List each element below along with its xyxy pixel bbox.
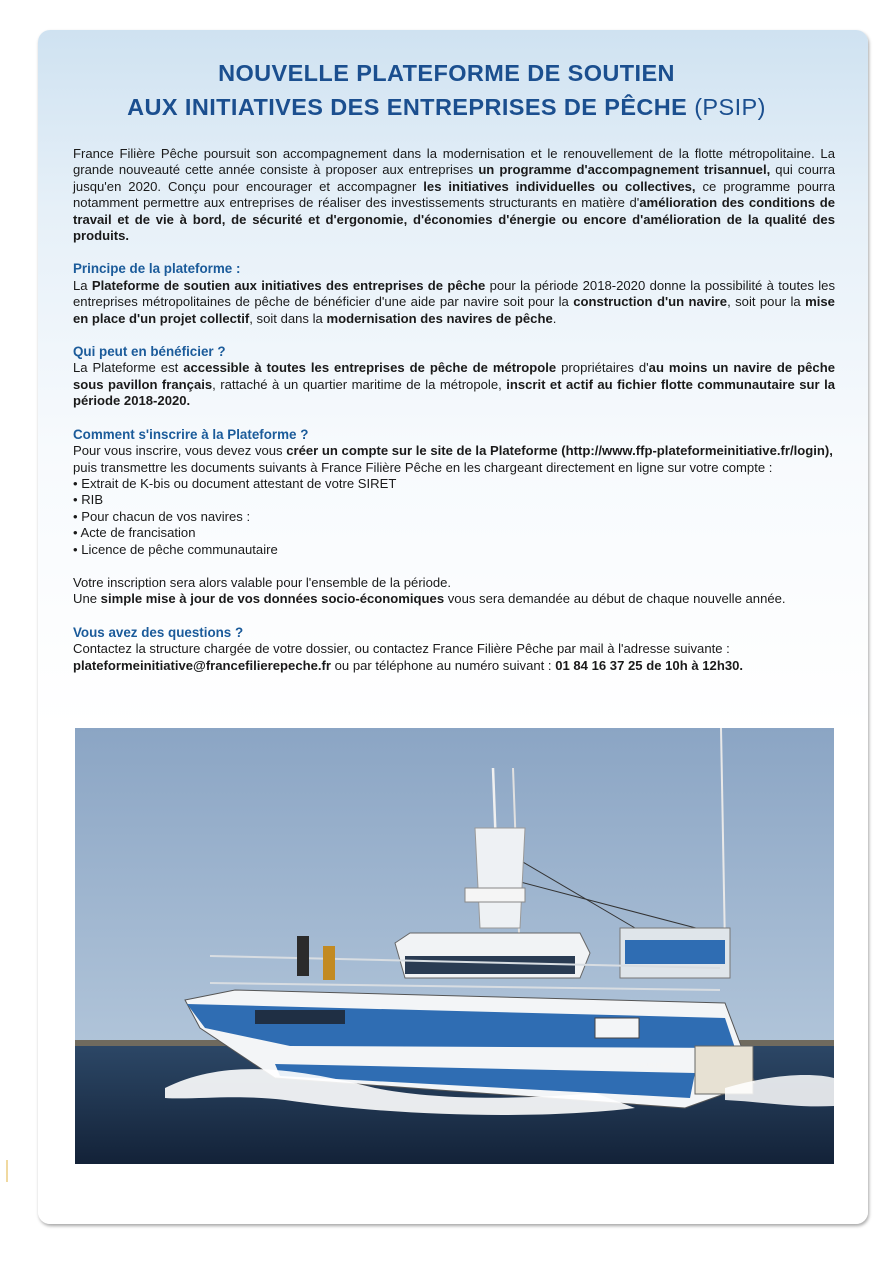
upper-deck xyxy=(465,888,525,902)
fishing-boat-photo xyxy=(75,728,834,1164)
wheelhouse-windows xyxy=(405,956,575,974)
principe-heading: Principe de la plateforme : xyxy=(73,261,241,277)
principe-text-4: , soit dans la xyxy=(249,310,327,326)
hull-window xyxy=(255,1010,345,1024)
update-text xyxy=(73,591,835,607)
contact-line xyxy=(73,658,835,674)
boat-illustration xyxy=(75,728,834,1164)
inscription-paragraph xyxy=(73,443,835,459)
validity-text: Votre inscription sera alors valable pour l'ensemble de la période. xyxy=(73,574,452,590)
section-qui xyxy=(73,344,835,410)
principe-bold-3: mise en place d'un projet collectif xyxy=(73,294,835,326)
document-body xyxy=(73,146,835,674)
document-list-item: • Pour chacun de vos navires : xyxy=(73,508,251,524)
update-text-2: vous sera demandée au début de chaque nouvelle année. xyxy=(444,591,786,607)
inscription-text-1: Pour vous inscrire, vous devez vous xyxy=(73,443,287,459)
document-list-item: • Licence de pêche communautaire xyxy=(73,541,278,557)
contact-email[interactable]: plateformeinitiative@francefilierepeche.fr xyxy=(73,657,331,673)
qui-bold-1: accessible à toutes les entreprises de pêche de métropole xyxy=(183,360,557,376)
scan-mark xyxy=(6,1160,8,1182)
principe-text-5: . xyxy=(552,310,557,326)
title-acronym: (PSIP) xyxy=(694,94,766,120)
intro-text-1: France Filière Pêche poursuit son accompagnement dans la modernisation et le renouvellement de la flotte métropolitaine. La grande nouveauté cette année consiste à proposer aux entreprises xyxy=(73,146,835,178)
document-list-item: • RIB xyxy=(73,492,104,508)
principe-text-2: pour la période 2018-2020 donne la possibilité à toutes les entreprises métropolitaines de pêche de bénéficier d'une aide par navire soit pour la xyxy=(73,277,835,310)
document-list-item: • Extrait de K-bis ou document attestant de votre SIRET xyxy=(73,475,397,491)
qui-text-3: , rattaché à un quartier maritime de la métropole, xyxy=(212,376,507,392)
principe-text-3: , soit pour la xyxy=(727,294,806,310)
spacer xyxy=(73,558,835,575)
qui-bold-3: inscrit et actif au fichier flotte communautaire sur la période 2018-2020. xyxy=(73,376,835,409)
mast-structure xyxy=(475,828,525,928)
principe-bold-1: Plateforme de soutien aux initiatives des entreprises de pêche xyxy=(91,277,486,293)
section-inscription xyxy=(73,427,835,608)
section-questions xyxy=(73,625,835,674)
hull-port xyxy=(595,1018,639,1038)
qui-heading: Qui peut en bénéficier ? xyxy=(73,344,226,360)
section-principe xyxy=(73,261,835,327)
inscription-documents-intro: puis transmettre les documents suivants à France Filière Pêche en les chargeant directement en ligne sur votre compte : xyxy=(73,459,773,475)
principe-paragraph xyxy=(73,278,835,327)
questions-heading: Vous avez des questions ? xyxy=(73,624,244,640)
qui-paragraph xyxy=(73,360,835,409)
qui-text-2: propriétaires d' xyxy=(556,360,649,376)
fisherman xyxy=(323,946,335,980)
hull-name: LE GUERNEC xyxy=(630,1063,676,1070)
inscription-link[interactable]: créer un compte sur le site de la Plateforme (http://www.ffp-plateformeinitiative.fr/login), xyxy=(286,443,833,459)
intro-text-2: qui courra jusqu'en 2020. Conçu pour encourager et accompagner xyxy=(73,162,835,194)
principe-text-1: La xyxy=(73,277,92,293)
qui-bold-2: au moins un navire de pêche sous pavillon français xyxy=(73,360,835,392)
questions-paragraph: Contactez la structure chargée de votre dossier, ou contactez France Filière Pêche par mail à l'adresse suivante : xyxy=(73,641,730,657)
update-text-1: Une xyxy=(73,591,101,607)
winch xyxy=(625,940,725,964)
contact-phone: 01 84 16 37 25 de 10h à 12h30. xyxy=(555,657,744,673)
principe-bold-2: construction d'un navire xyxy=(573,294,728,310)
intro-bold-1: un programme d'accompagnement trisannuel, xyxy=(478,162,771,178)
update-bold: simple mise à jour de vos données socio-économiques xyxy=(100,591,445,607)
principe-bold-4: modernisation des navires de pêche xyxy=(326,310,553,326)
intro-bold-3: amélioration des conditions de travail et de vie à bord, de sécurité et d'ergonomie, d'économies d'énergie ou encore d'amélioration de la qualité des produits. xyxy=(73,195,835,244)
title-main: AUX INITIATIVES DES ENTREPRISES DE PÊCHE xyxy=(127,94,688,120)
intro-text-3: ce programme pourra notamment permettre aux entreprises de réaliser des investissements structurants en matière d' xyxy=(73,178,836,211)
qui-text-1: La Plateforme est xyxy=(73,360,184,376)
inscription-heading: Comment s'inscrire à la Plateforme ? xyxy=(73,426,309,442)
page-title-line1: NOUVELLE PLATEFORME DE SOUTIEN xyxy=(218,60,675,86)
document-list-item: • Acte de francisation xyxy=(73,525,196,541)
page-title-line2 xyxy=(0,94,893,121)
fisherman xyxy=(297,936,309,976)
contact-text: ou par téléphone au numéro suivant : xyxy=(331,657,556,673)
intro-paragraph xyxy=(73,146,835,244)
intro-bold-2: les initiatives individuelles ou collectives, xyxy=(423,178,696,194)
